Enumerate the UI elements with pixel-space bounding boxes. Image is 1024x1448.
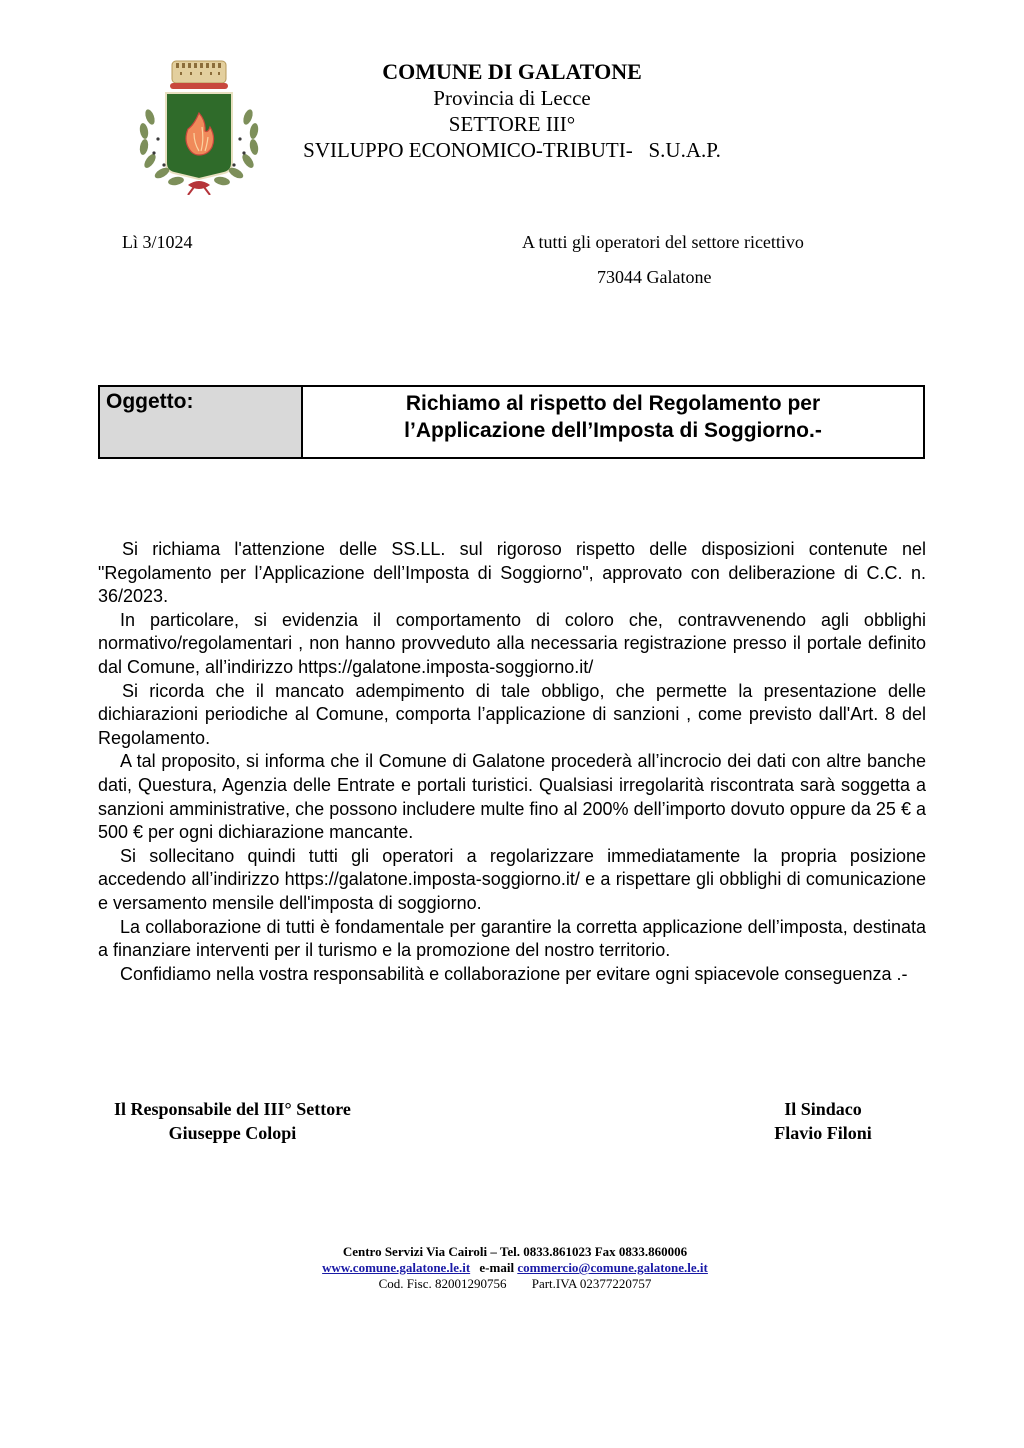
- paragraph: La collaborazione di tutti è fondamentale per garantire la corretta applicazione dell’imposta, destinata a finanziare interventi per il turismo e la promozione del nostro territorio.: [98, 916, 926, 961]
- website-link[interactable]: www.comune.galatone.le.it: [322, 1260, 471, 1275]
- letterhead: [262, 58, 762, 163]
- subject-line-2: l’Applicazione dell’Imposta di Soggiorno.-: [404, 419, 822, 442]
- paragraph: Si sollecitano quindi tutti gli operatori a regolarizzare immediatamente la propria posizione accedendo all’indirizzo https://galatone.imposta-soggiorno.it/ e a rispettare gli obblighi di comunicazione e versamento mensile dell'imposta di soggiorno.: [98, 845, 926, 913]
- tax-code: Cod. Fisc. 82001290756: [378, 1276, 507, 1291]
- department: SVILUPPO ECONOMICO-TRIBUTI- S.U.A.P.: [303, 138, 721, 162]
- subject-label: Oggetto:: [100, 387, 303, 457]
- subject-text: [303, 387, 923, 457]
- paragraph: Si ricorda che il mancato adempimento di tale obbligo, che permette la presentazione delle dichiarazioni periodiche al Comune, comporta l’applicazione di sanzioni , come previsto dall'Art. 8 del Regolamento.: [98, 680, 926, 748]
- recipient: A tutti gli operatori del settore ricettivo: [522, 232, 804, 252]
- signature-mayor: [760, 1097, 886, 1145]
- paragraph: Confidiamo nella vostra responsabilità e collaborazione per evitare ogni spiacevole conseguenza .-: [120, 963, 908, 984]
- vat-number: Part.IVA 02377220757: [531, 1276, 652, 1291]
- place-date: Lì 3/1024: [122, 232, 193, 252]
- footer: [260, 1244, 770, 1292]
- email-link[interactable]: commercio@comune.galatone.le.it: [517, 1260, 708, 1275]
- footer-address: Centro Servizi Via Cairoli – Tel. 0833.861023 Fax 0833.860006: [342, 1244, 688, 1259]
- signature-name: Flavio Filoni: [774, 1123, 872, 1143]
- subject-line-1: Richiamo al rispetto del Regolamento per: [405, 392, 821, 415]
- subject-box: [98, 385, 925, 459]
- signature-responsible: [114, 1097, 351, 1145]
- signature-name: Giuseppe Colopi: [168, 1123, 297, 1143]
- signature-role: Il Sindaco: [784, 1099, 862, 1119]
- municipality-name: COMUNE DI GALATONE: [382, 59, 642, 84]
- signature-role: Il Responsabile del III° Settore: [114, 1099, 351, 1119]
- letter-body: [98, 538, 926, 986]
- paragraph: Si richiama l'attenzione delle SS.LL. sul rigoroso rispetto delle disposizioni contenute nel "Regolamento per l’Applicazione dell’Imposta di Soggiorno", approvato con deliberazione di C.C. n. 36/2023.: [98, 539, 926, 607]
- paragraph: In particolare, si evidenzia il comportamento di coloro che, contravvenendo agli obblighi normativo/regolamentari , non hanno provveduto alla necessaria registrazione presso il portale definito dal Comune, all’indirizzo https://galatone.imposta-soggiorno.it/: [98, 609, 926, 677]
- sector: SETTORE III°: [448, 112, 576, 136]
- email-label: e-mail: [479, 1260, 515, 1275]
- recipient-city: 73044 Galatone: [597, 267, 712, 287]
- paragraph: A tal proposito, si informa che il Comune di Galatone procederà all’incrocio dei dati con altre banche dati, Questura, Agenzia delle Entrate e portali turistici. Qualsiasi irregolarità riscontrata sarà soggetta a sanzioni amministrative, che possono includere multe fino al 200% dell’importo dovuto oppure da 25 € a 500 € per ogni dichiarazione mancante.: [98, 751, 926, 843]
- coat-of-arms-icon: [128, 55, 280, 195]
- province: Provincia di Lecce: [433, 86, 591, 110]
